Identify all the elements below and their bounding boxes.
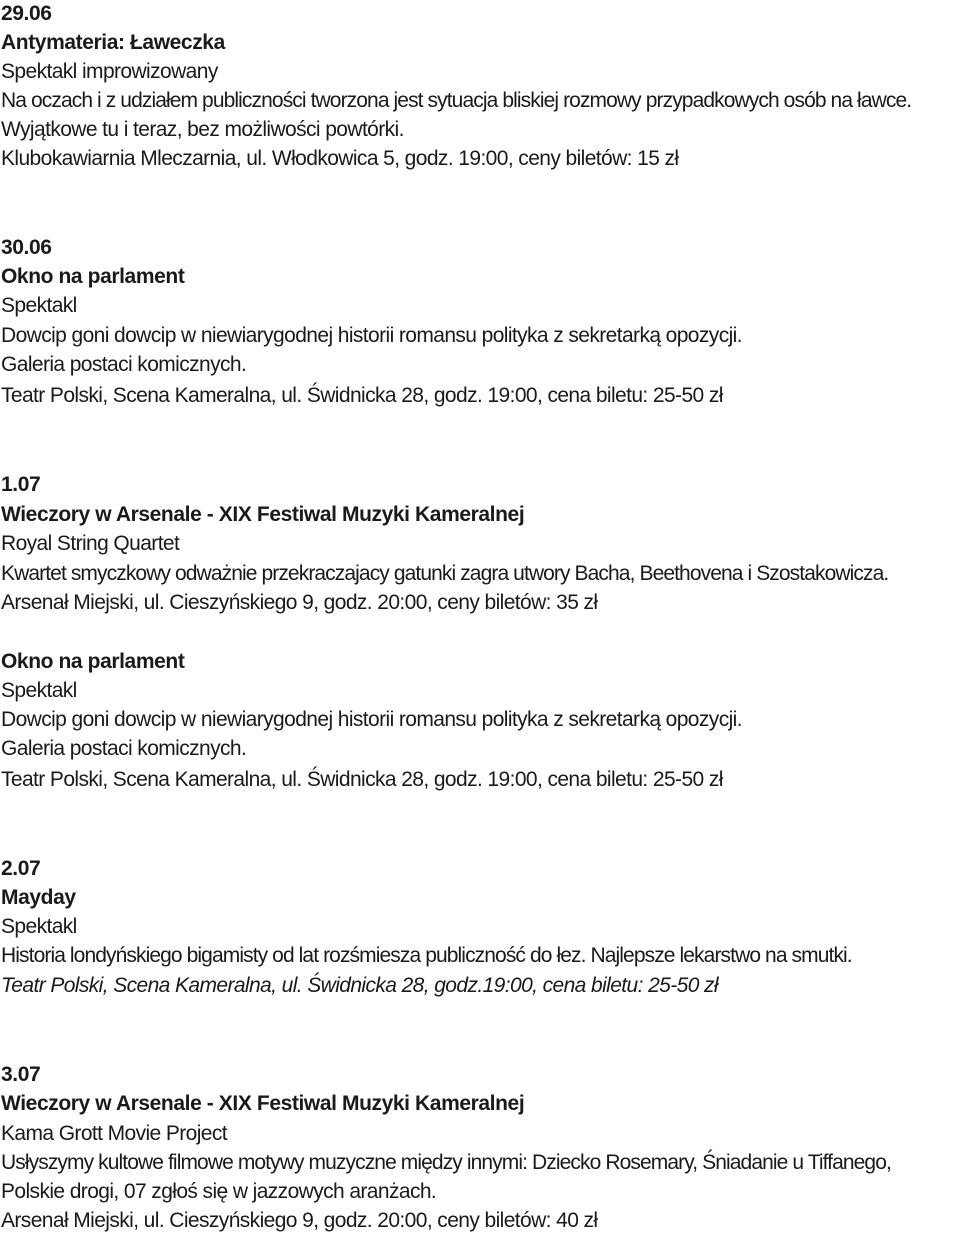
- event-title: Okno na parlament: [1, 650, 185, 673]
- event-title: Mayday: [1, 886, 76, 909]
- event-type: Spektakl: [1, 679, 77, 702]
- event-description-line: Galeria postaci komicznych.: [1, 737, 247, 760]
- event-description-line: Dowcip goni dowcip w niewiarygodnej historii romansu polityka z sekretarką opozycji.: [1, 324, 742, 347]
- event-type: Spektakl: [1, 294, 77, 317]
- event-type: Kama Grott Movie Project: [1, 1122, 228, 1145]
- event-venue: Klubokawiarnia Mleczarnia, ul. Włodkowica 5, godz. 19:00, ceny biletów: 15 zł: [1, 147, 679, 170]
- event-title: Wieczory w Arsenale - XIX Festiwal Muzyki Kameralnej: [1, 503, 525, 526]
- event-description-line: Dowcip goni dowcip w niewiarygodnej historii romansu polityka z sekretarką opozycji.: [1, 708, 742, 731]
- event-description-line: Kwartet smyczkowy odważnie przekraczajacy gatunki zagra utwory Bacha, Beethovena i Szostakowicza.: [1, 562, 889, 585]
- event-venue: Teatr Polski, Scena Kameralna, ul. Świdnicka 28, godz.19:00, cena biletu: 25-50 zł: [1, 974, 718, 997]
- event-date: 2.07: [1, 857, 41, 880]
- event-title: Wieczory w Arsenale - XIX Festiwal Muzyki Kameralnej: [1, 1092, 525, 1115]
- event-description-line: Galeria postaci komicznych.: [1, 353, 247, 376]
- event-venue: Teatr Polski, Scena Kameralna, ul. Świdnicka 28, godz. 19:00, cena biletu: 25-50 zł: [1, 384, 723, 407]
- event-description-line: Na oczach i z udziałem publiczności tworzona jest sytuacja bliskiej rozmowy przypadkowych osób na ławce.: [1, 89, 912, 112]
- event-type: Spektakl improwizowany: [1, 60, 218, 83]
- event-description-line: Usłyszymy kultowe filmowe motywy muzyczne między innymi: Dziecko Rosemary, Śniadanie u Tiffanego,: [1, 1151, 891, 1174]
- event-date: 1.07: [1, 473, 41, 496]
- event-date: 3.07: [1, 1063, 41, 1086]
- event-description-line: Historia londyńskiego bigamisty od lat rozśmiesza publiczność do łez. Najlepsze lekarstwo na smutki.: [1, 944, 852, 967]
- event-venue: Arsenał Miejski, ul. Cieszyńskiego 9, godz. 20:00, ceny biletów: 40 zł: [1, 1209, 598, 1232]
- event-date: 30.06: [1, 236, 52, 259]
- event-venue: Teatr Polski, Scena Kameralna, ul. Świdnicka 28, godz. 19:00, cena biletu: 25-50 zł: [1, 768, 723, 791]
- event-date: 29.06: [1, 2, 52, 25]
- event-type: Spektakl: [1, 915, 77, 938]
- event-type: Royal String Quartet: [1, 532, 180, 555]
- event-description-line: Polskie drogi, 07 zgłoś się w jazzowych aranżach.: [1, 1180, 437, 1203]
- event-title: Antymateria: Ławeczka: [1, 31, 225, 54]
- event-description-line: Wyjątkowe tu i teraz, bez możliwości powtórki.: [1, 118, 404, 141]
- event-title: Okno na parlament: [1, 265, 185, 288]
- event-venue: Arsenał Miejski, ul. Cieszyńskiego 9, godz. 20:00, ceny biletów: 35 zł: [1, 591, 598, 614]
